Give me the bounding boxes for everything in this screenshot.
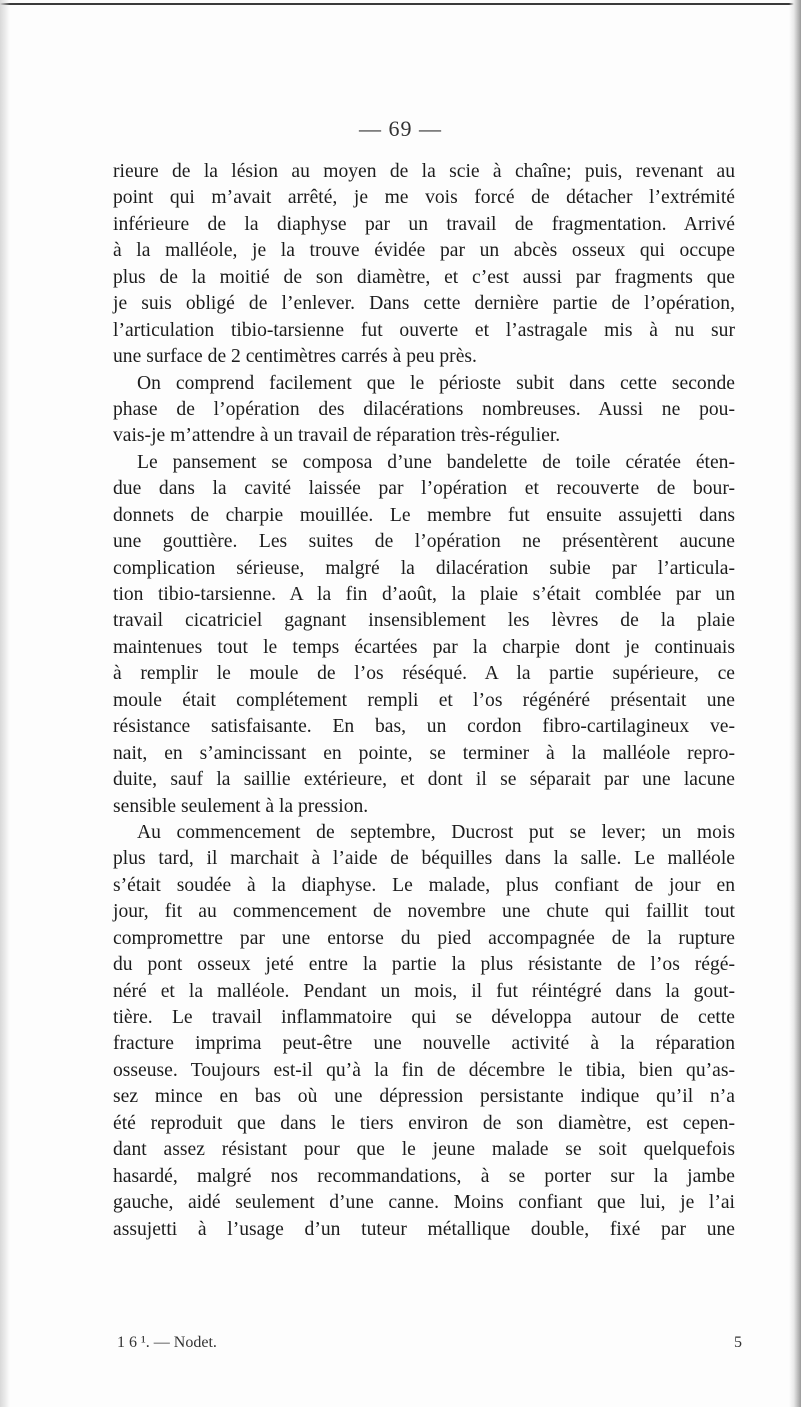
- text-line: gauche, aidé seulement d’une canne. Moins confiant que lui, je l’ai: [113, 1192, 735, 1214]
- text-line: une surface de 2 centimètres carrés à peu près.: [113, 346, 477, 368]
- text-line: plus de la moitié de son diamètre, et c’est aussi par fragments que: [113, 266, 735, 288]
- text-line: tion tibio-tarsienne. A la fin d’août, la plaie s’était comblée par un: [113, 584, 735, 605]
- text-line: l’articulation tibio-tarsienne fut ouverte et l’astragale mis à nu sur: [113, 319, 735, 341]
- text-line: On comprend facilement que le périoste subit dans cette seconde: [137, 372, 735, 394]
- text-line: vais-je m’attendre à un travail de réparation très-régulier.: [113, 425, 561, 447]
- text-line: moule était complétement rempli et l’os régénéré présentait une: [113, 689, 735, 711]
- text-line: osseuse. Toujours est-il qu’à la fin de décembre le tibia, bien qu’as-: [113, 1059, 735, 1081]
- text-line: une gouttière. Les suites de l’opération ne présentèrent aucune: [113, 531, 735, 553]
- text-line: à remplir le moule de l’os réséqué. A la partie supérieure, ce: [113, 663, 735, 685]
- text-line: tière. Le travail inflammatoire qui se développa autour de cette: [113, 1007, 735, 1028]
- text-line: nait, en s’amincissant en pointe, se terminer à la malléole repro-: [113, 742, 735, 764]
- text-line: du pont osseux jeté entre la partie la plus résistante de l’os régé-: [113, 954, 735, 976]
- text-line: jour, fit au commencement de novembre une chute qui faillit tout: [113, 901, 735, 923]
- left-gutter-shadow: [0, 0, 10, 1407]
- text-line: rieure de la lésion au moyen de la scie à chaîne; puis, revenant au: [113, 161, 735, 182]
- text-line: fracture imprima peut-être une nouvelle activité à la réparation: [113, 1033, 735, 1055]
- text-line: néré et la malléole. Pendant un mois, il fut réintégré dans la gout-: [113, 980, 735, 1002]
- text-line: compromettre par une entorse du pied accompagnée de la rupture: [113, 927, 735, 949]
- text-line: à la malléole, je la trouve évidée par un abcès osseux qui occupe: [113, 240, 735, 262]
- text-line: Au commencement de septembre, Ducrost put se lever; un mois: [137, 821, 735, 843]
- sheet-number: 5: [734, 1334, 742, 1351]
- signature-mark: 1 6 ¹. — Nodet.: [117, 1334, 217, 1351]
- text-line: travail cicatriciel gagnant insensiblement les lèvres de la plaie: [113, 610, 735, 632]
- page-number: — 69 —: [359, 116, 442, 141]
- text-line: été reproduit que dans le tiers environ de son diamètre, est cepen-: [113, 1112, 735, 1134]
- text-line: Le pansement se composa d’une bandelette de toile cératée éten-: [137, 451, 735, 473]
- text-line: assujetti à l’usage d’un tuteur métallique double, fixé par une: [113, 1218, 735, 1240]
- text-line: donnets de charpie mouillée. Le membre fut ensuite assujetti dans: [113, 504, 735, 526]
- text-line: hasardé, malgré nos recommandations, à se porter sur la jambe: [113, 1165, 735, 1187]
- text-line: plus tard, il marchait à l’aide de béquilles dans la salle. Le malléole: [113, 848, 735, 870]
- top-rule: [0, 3, 801, 5]
- text-line: due dans la cavité laissée par l’opération et recouverte de bour-: [113, 478, 735, 500]
- text-line: phase de l’opération des dilacérations nombreuses. Aussi ne pou-: [113, 398, 735, 420]
- text-line: duite, sauf la saillie extérieure, et dont il se séparait par une lacune: [113, 769, 735, 791]
- text-line: inférieure de la diaphyse par un travail de fragmentation. Arrivé: [113, 213, 735, 235]
- text-line: point qui m’avait arrêté, je me vois forcé de détacher l’extrémité: [113, 187, 735, 209]
- page-footer: [117, 1334, 742, 1358]
- body-text: [113, 159, 735, 1243]
- text-line: je suis obligé de l’enlever. Dans cette dernière partie de l’opération,: [113, 293, 735, 315]
- text-line: résistance satisfaisante. En bas, un cordon fibro-cartilagineux ve-: [113, 716, 735, 738]
- text-line: sensible seulement à la pression.: [113, 795, 369, 817]
- text-line: sez mince en bas où une dépression persistante indique qu’il n’a: [113, 1086, 735, 1108]
- right-page-edge: [789, 0, 801, 1407]
- text-line: s’était soudée à la diaphyse. Le malade, plus confiant de jour en: [113, 874, 735, 896]
- text-line: complication sérieuse, malgré la dilacération subie par l’articula-: [113, 557, 735, 579]
- text-line: dant assez résistant pour que le jeune malade se soit quelquefois: [113, 1139, 735, 1161]
- text-line: maintenues tout le temps écartées par la charpie dont je continuais: [113, 636, 735, 658]
